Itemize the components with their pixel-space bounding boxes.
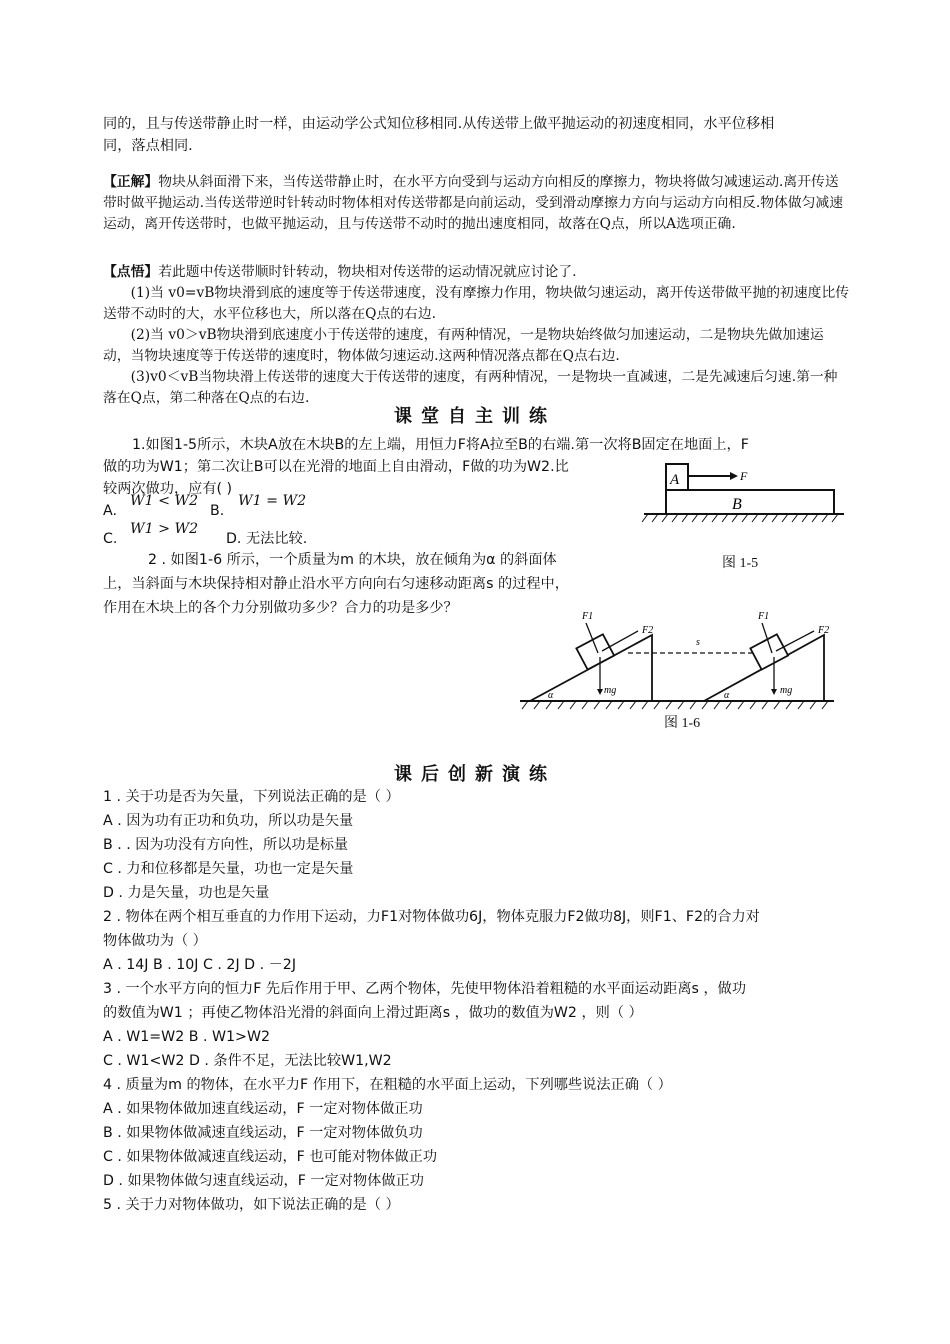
section-heading-after-class: 课后创新演练: [394, 764, 556, 785]
exercise-line: C . 如果物体做减速直线运动，F 也可能对物体做正功: [103, 1149, 438, 1165]
figure-1-5: [640, 456, 850, 526]
exercise-line: A . 因为功有正功和负功，所以功是矢量: [103, 813, 354, 829]
q1-line-1: 1.如图1-5所示，木块A放在木块B的左上端，用恒力F将A拉至B的右端.第一次将B固定在地面上，F: [132, 437, 749, 453]
exercise-line: 5 . 关于力对物体做功，如下说法正确的是（ ）: [103, 1197, 400, 1213]
q1-line-2: 做的功为W1；第二次让B可以在光滑的地面上自由滑动，F做的功为W2.比: [103, 459, 569, 475]
insight-case-3: (3)v0＜vB当物块滑上传送带的速度大于传送带的速度，有两种情况，一是物块一直减速，二是先减速后匀速.第一种落在Q点，第二种落在Q点的右边.: [103, 369, 838, 406]
q1-option-c-formula: W1 > W2: [130, 521, 199, 537]
insight-tag: 【点悟】: [103, 264, 159, 280]
label-f2-1: F2: [642, 625, 654, 636]
block-2: [750, 634, 788, 669]
exercise-line: 物体做功为（ ）: [103, 933, 207, 949]
q1-option-c: C.: [103, 531, 118, 547]
ground-hatching-2: [522, 701, 828, 709]
intro-line-2: 同，落点相同.: [103, 138, 193, 154]
exercise-line: 3 . 一个水平方向的恒力F 先后作用于甲、乙两个物体，先使甲物体沿着粗糙的水平面运动距离s ，做功: [103, 981, 747, 997]
solution-paragraph: [103, 172, 851, 235]
figure-1-5-caption: 图 1-5: [722, 556, 759, 571]
label-f1-1: F1: [582, 611, 594, 622]
label-alpha-1: α: [548, 690, 554, 701]
solution-tag: 【正解】: [103, 174, 159, 190]
exercise-line: 1 . 关于功是否为矢量，下列说法正确的是（ ）: [103, 789, 400, 805]
exercise-line: D . 力是矢量，功也是矢量: [103, 885, 270, 901]
f2-arrow-2: [776, 631, 814, 651]
figure-1-6: [518, 605, 838, 715]
exercise-line: C . 力和位移都是矢量，功也一定是矢量: [103, 861, 354, 877]
label-f1-2: F1: [758, 611, 770, 622]
force-arrow-head: [730, 472, 738, 480]
exercise-line: A . 如果物体做加速直线运动，F 一定对物体做正功: [103, 1101, 423, 1117]
q2-line-3: 作用在木块上的各个力分别做功多少？合力的功是多少？: [103, 600, 458, 616]
q1-option-a: A.: [103, 503, 117, 519]
q1-line-3: 较两次做功，应有( ): [103, 481, 233, 497]
block-1: [576, 634, 614, 669]
label-f: F: [740, 469, 748, 483]
insight-case-1: (1)当 v0=vB物块滑到底的速度等于传送带速度，没有摩擦力作用，物块做匀速运动，离开传送带做平抛的初速度比传送带不动时的大，水平位移也大，所以落在Q点的右边.: [103, 285, 850, 322]
q2-line-2: 上，当斜面与木块保持相对静止沿水平方向向右匀速移动距离s 的过程中，: [103, 576, 569, 592]
exercise-line: 4 . 质量为m 的物体，在水平力F 作用下，在粗糙的水平面上运动，下列哪些说法正确（ ）: [103, 1077, 672, 1093]
q1-option-b: B.: [210, 503, 225, 519]
section-heading-classroom: 课堂自主训练: [394, 406, 556, 427]
q1-option-a-formula: W1 < W2: [130, 493, 199, 509]
figure-1-6-caption: 图 1-6: [664, 716, 701, 731]
exercise-line: D . 如果物体做匀速直线运动，F 一定对物体做正功: [103, 1173, 424, 1189]
exercise-line: 的数值为W1 ；再使乙物体沿光滑的斜面向上滑过距离s ，做功的数值为W2 ，则（ ）: [103, 1005, 643, 1021]
ground-hatching: [642, 514, 838, 522]
exercise-line: C . W1<W2 D . 条件不足，无法比较W1,W2: [103, 1053, 392, 1069]
exercise-line: A . W1=W2 B . W1>W2: [103, 1029, 271, 1045]
label-mg-2: mg: [780, 685, 793, 696]
label-b: B: [732, 496, 742, 513]
insight-text: 若此题中传送带顺时针转动，物块相对传送带的运动情况就应讨论了.: [158, 264, 577, 280]
label-alpha-2: α: [724, 690, 730, 701]
solution-text: 物块从斜面滑下来，当传送带静止时，在水平方向受到与运动方向相反的摩擦力，物块将做匀减速运动.离开传送带时做平抛运动.当传送带逆时针转动时物体相对传送带都是向前运动，受到滑动摩擦力方向与运动方向相反.物体做匀减速运动，离开传送带时，也做平抛运动，且与传送带不动时的抛出速度相同，故落在Q点，所以A选项正确.: [103, 174, 844, 232]
label-f2-2: F2: [818, 625, 830, 636]
exercise-line: B . 如果物体做减速直线运动，F 一定对物体做负功: [103, 1125, 423, 1141]
q1-option-b-formula: W1 = W2: [238, 493, 307, 509]
label-mg-1: mg: [604, 685, 617, 696]
exercise-line: 2 . 物体在两个相互垂直的力作用下运动，力F1对物体做功6J，物体克服力F2做功8J，则F1、F2的合力对: [103, 909, 760, 925]
exercise-line: A . 14J B . 10J C . 2J D . －2J: [103, 957, 296, 973]
q1-option-d: D. 无法比较.: [226, 531, 308, 547]
block-b: [666, 490, 834, 514]
insight-case-2: (2)当 v0＞vB物块滑到底速度小于传送带的速度，有两种情况，一是物块始终做匀加速运动，二是物块先做加速运动，当物块速度等于传送带的速度时，物体做匀速运动.这两种情况落点都在Q点右边.: [103, 327, 824, 364]
label-a: A: [670, 472, 680, 488]
exercise-line: B . . 因为功没有方向性，所以功是标量: [103, 837, 349, 853]
label-s: s: [696, 637, 700, 648]
insight-paragraph: [103, 262, 851, 283]
q2-line-1: 2 . 如图1-6 所示，一个质量为m 的木块，放在倾角为α 的斜面体: [148, 552, 557, 568]
intro-line-1: 同的，且与传送带静止时一样，由运动学公式知位移相同.从传送带上做平抛运动的初速度相同，水平位移相: [103, 116, 775, 132]
